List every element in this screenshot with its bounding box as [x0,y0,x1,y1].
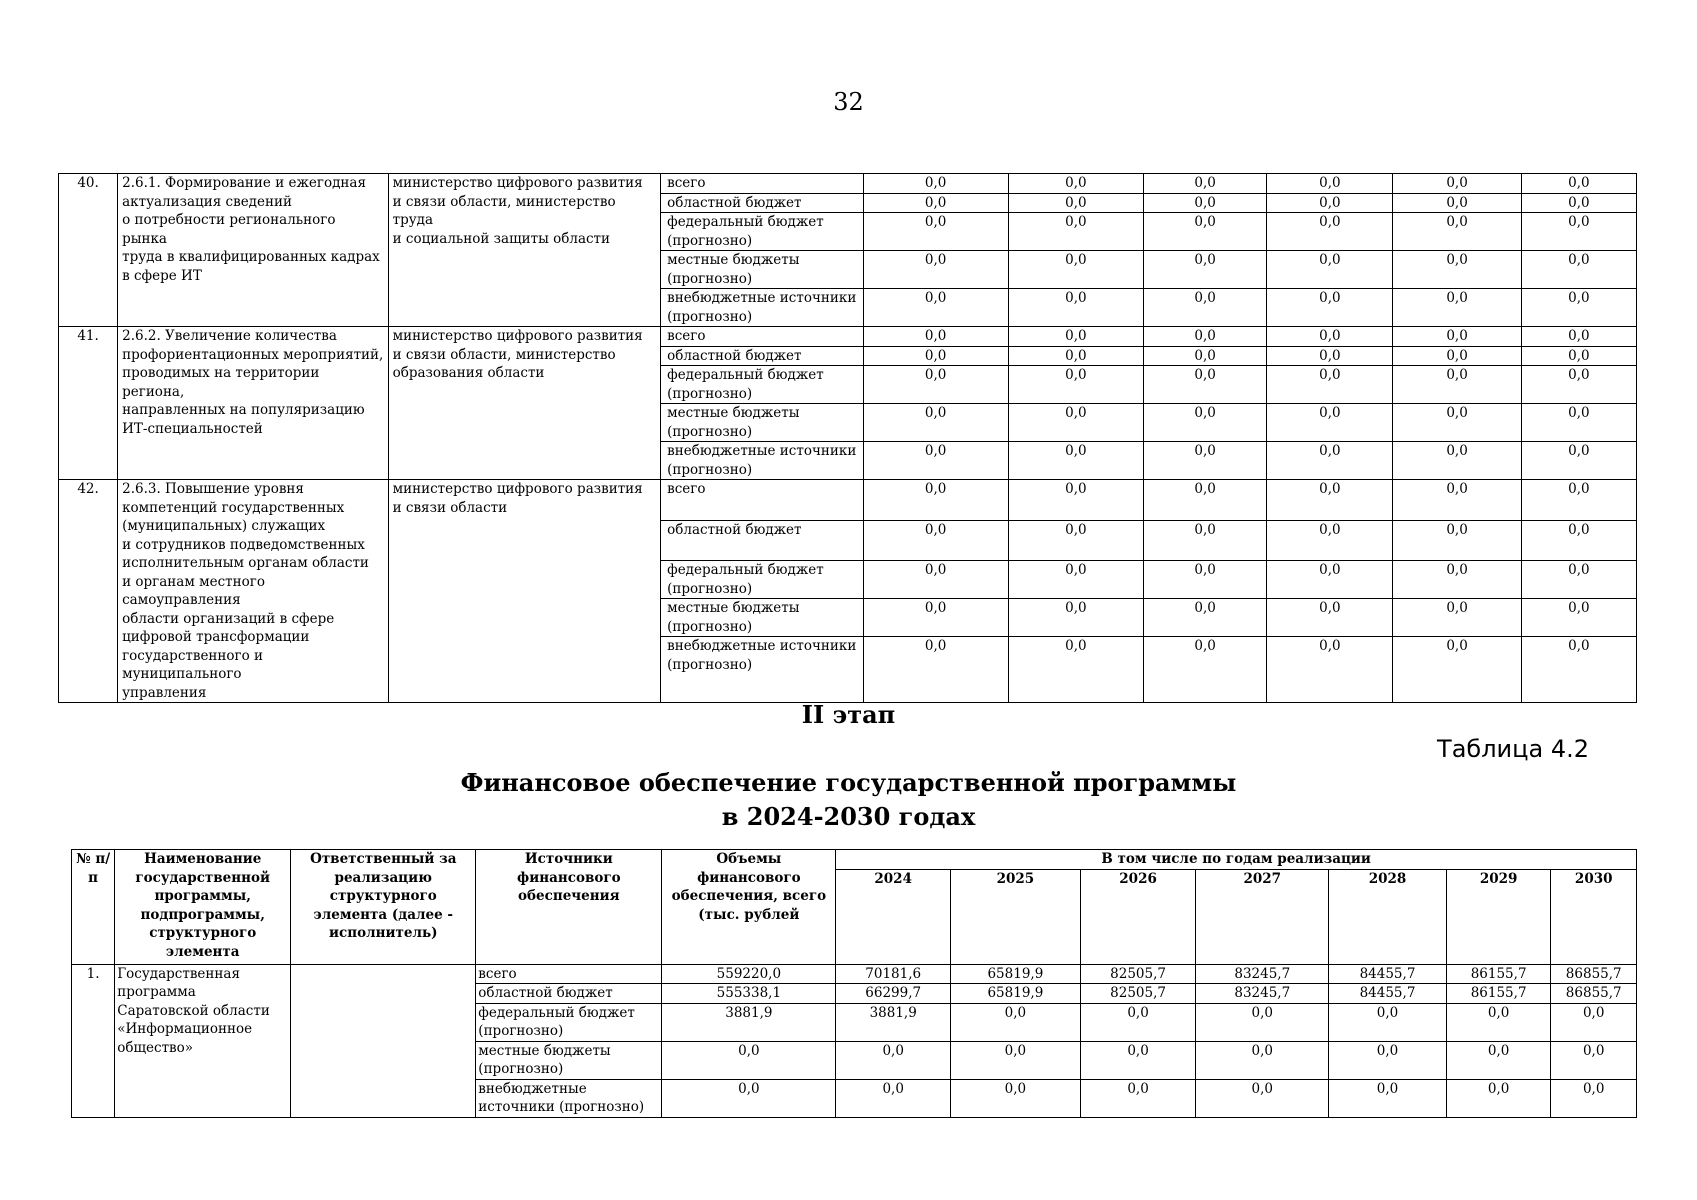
amount-cell: 0,0 [1008,366,1143,404]
amount-cell: 0,0 [863,404,1008,442]
row-number: 42. [59,480,118,703]
header-year: 2028 [1329,869,1447,964]
year-amount: 0,0 [951,1003,1081,1041]
amount-cell: 0,0 [1144,637,1267,703]
table-title [0,766,1697,834]
header-name: Наименование государственной программы, подпрограммы, структурного элемента [115,850,291,965]
funding-source: областной бюджет [661,520,863,561]
total-amount: 0,0 [662,1041,836,1079]
header-year: 2027 [1196,869,1329,964]
amount-cell: 0,0 [863,289,1008,327]
year-amount: 86855,7 [1551,964,1637,984]
amount-cell: 0,0 [1008,174,1143,194]
total-amount: 3881,9 [662,1003,836,1041]
header-by-year: В том числе по годам реализации [836,850,1637,870]
amount-cell: 0,0 [1144,561,1267,599]
funding-source: внебюджетные источники (прогнозно) [661,637,863,703]
amount-cell: 0,0 [863,520,1008,561]
funding-source: федеральный бюджет (прогнозно) [661,213,863,251]
amount-cell: 0,0 [863,366,1008,404]
year-amount: 86855,7 [1551,984,1637,1004]
measure-name-line: области организаций в сфере [122,610,335,627]
year-amount: 65819,9 [951,964,1081,984]
header-total: Объемы финансового обеспечения, всего (тыс. рублей [662,850,836,965]
amount-cell: 0,0 [1267,346,1393,366]
amount-cell: 0,0 [1008,599,1143,637]
amount-cell: 0,0 [1521,174,1636,194]
responsible-line: министерство цифрового развития [392,175,643,191]
amount-cell: 0,0 [1144,442,1267,480]
responsible-line: и связи области, министерство труда [392,193,616,228]
amount-cell: 0,0 [1521,561,1636,599]
header-year: 2025 [951,869,1081,964]
measure-name-line: цифровой трансформации [122,629,310,645]
total-amount: 0,0 [662,1079,836,1117]
amount-cell: 0,0 [1521,404,1636,442]
funding-source: внебюджетные источники (прогнозно) [661,442,863,480]
header-responsible: Ответственный за реализацию структурного элемента (далее - исполнитель) [291,850,476,965]
table-title-line: в 2024-2030 годах [721,802,976,831]
measure-name [118,480,389,703]
amount-cell: 0,0 [1521,599,1636,637]
year-amount: 0,0 [1329,1041,1447,1079]
funding-source: местные бюджеты (прогнозно) [476,1041,662,1079]
measure-name-line: 2.6.1. Формирование и ежегодная [122,175,366,191]
year-amount: 0,0 [1080,1003,1196,1041]
funding-source: всего [661,174,863,194]
year-amount: 86155,7 [1446,964,1551,984]
amount-cell: 0,0 [1521,251,1636,289]
page-number: 32 [833,88,864,116]
amount-cell: 0,0 [1008,480,1143,521]
amount-cell: 0,0 [1521,327,1636,347]
amount-cell: 0,0 [1144,251,1267,289]
funding-source: областной бюджет [476,984,662,1004]
funding-source: областной бюджет [661,193,863,213]
header-year: 2024 [836,869,951,964]
measure-name-line: государственного и муниципального [122,647,264,682]
table-row [72,964,1637,984]
amount-cell: 0,0 [1144,213,1267,251]
measure-name-line: и органам местного самоуправления [122,573,265,608]
amount-cell: 0,0 [1521,637,1636,703]
amount-cell: 0,0 [1008,213,1143,251]
amount-cell: 0,0 [1393,480,1521,521]
table-title-line: Финансовое обеспечение государственной программы [460,768,1237,797]
header-year: 2026 [1080,869,1196,964]
amount-cell: 0,0 [1393,637,1521,703]
funding-source: внебюджетные источники (прогнозно) [661,289,863,327]
measure-name-line: профориентационных мероприятий, [122,346,384,363]
measure-name-line: (муниципальных) служащих [122,518,326,534]
measure-name-line: исполнительным органам области [122,555,369,571]
measure-name-line: труда в квалифицированных кадрах [122,249,380,265]
row-number: 40. [59,174,118,327]
measure-name-line: компетенций государственных [122,499,345,516]
year-amount: 0,0 [1446,1041,1551,1079]
amount-cell: 0,0 [1008,251,1143,289]
funding-source: федеральный бюджет (прогнозно) [661,561,863,599]
amount-cell: 0,0 [1267,520,1393,561]
amount-cell: 0,0 [1144,366,1267,404]
year-amount: 3881,9 [836,1003,951,1041]
amount-cell: 0,0 [1144,520,1267,561]
amount-cell: 0,0 [1144,193,1267,213]
year-amount: 0,0 [1551,1003,1637,1041]
funding-source: всего [661,327,863,347]
amount-cell: 0,0 [1521,289,1636,327]
amount-cell: 0,0 [1144,599,1267,637]
year-amount: 0,0 [1329,1079,1447,1117]
amount-cell: 0,0 [1008,193,1143,213]
header-year: 2030 [1551,869,1637,964]
measure-name-line: в сфере ИТ [122,267,202,284]
amount-cell: 0,0 [1008,346,1143,366]
stage-heading: II этап [801,700,896,729]
responsible-line: образования области [392,365,545,381]
amount-cell: 0,0 [863,480,1008,521]
amount-cell: 0,0 [1393,520,1521,561]
measure-name-line: проводимых на территории региона, [122,365,320,400]
year-amount: 66299,7 [836,984,951,1004]
amount-cell: 0,0 [1008,327,1143,347]
amount-cell: 0,0 [1267,174,1393,194]
measure-name [118,174,389,327]
amount-cell: 0,0 [863,599,1008,637]
amount-cell: 0,0 [1521,442,1636,480]
year-amount: 82505,7 [1080,964,1196,984]
amount-cell: 0,0 [1393,174,1521,194]
funding-source: внебюджетные источники (прогнозно) [476,1079,662,1117]
amount-cell: 0,0 [863,442,1008,480]
amount-cell: 0,0 [1267,442,1393,480]
year-amount: 65819,9 [951,984,1081,1004]
funding-source: областной бюджет [661,346,863,366]
header-num: № п/п [72,850,115,965]
amount-cell: 0,0 [1521,520,1636,561]
year-amount: 70181,6 [836,964,951,984]
amount-cell: 0,0 [1267,213,1393,251]
year-amount: 84455,7 [1329,984,1447,1004]
year-amount: 0,0 [1329,1003,1447,1041]
funding-source: федеральный бюджет (прогнозно) [661,366,863,404]
amount-cell: 0,0 [1521,346,1636,366]
table-row [59,174,1637,194]
funding-source: местные бюджеты (прогнозно) [661,251,863,289]
header-sources: Источники финансового обеспечения [476,850,662,965]
year-amount: 0,0 [951,1079,1081,1117]
measure-name-line: направленных на популяризацию [122,402,365,418]
funding-source: местные бюджеты (прогнозно) [661,599,863,637]
funding-source: всего [476,964,662,984]
amount-cell: 0,0 [1144,327,1267,347]
year-amount: 0,0 [1446,1003,1551,1041]
year-amount: 0,0 [836,1079,951,1117]
amount-cell: 0,0 [1267,366,1393,404]
amount-cell: 0,0 [863,193,1008,213]
funding-source: федеральный бюджет (прогнозно) [476,1003,662,1041]
year-amount: 0,0 [1551,1079,1637,1117]
amount-cell: 0,0 [1144,480,1267,521]
amount-cell: 0,0 [1008,637,1143,703]
amount-cell: 0,0 [1393,442,1521,480]
amount-cell: 0,0 [1393,561,1521,599]
year-amount: 0,0 [1446,1079,1551,1117]
amount-cell: 0,0 [863,561,1008,599]
row-number: 41. [59,327,118,480]
measure-name [118,327,389,480]
measures-table [58,173,1637,703]
amount-cell: 0,0 [1393,289,1521,327]
amount-cell: 0,0 [1267,289,1393,327]
amount-cell: 0,0 [1393,346,1521,366]
responsible-line: и связи области, министерство [392,346,616,363]
amount-cell: 0,0 [1393,366,1521,404]
year-amount: 82505,7 [1080,984,1196,1004]
amount-cell: 0,0 [1393,193,1521,213]
funding-source: всего [661,480,863,521]
year-amount: 0,0 [1196,1041,1329,1079]
amount-cell: 0,0 [1008,442,1143,480]
program-name: Государственная программа Саратовской области «Информационное общество» [115,964,291,1117]
amount-cell: 0,0 [1144,346,1267,366]
row-number: 1. [72,964,115,1117]
amount-cell: 0,0 [1008,404,1143,442]
table-label: Таблица 4.2 [1437,735,1589,763]
amount-cell: 0,0 [1393,213,1521,251]
amount-cell: 0,0 [1267,404,1393,442]
responsible-line: министерство цифрового развития [392,328,643,344]
responsible-line: и связи области [392,499,508,516]
measure-name-line: управления [122,684,207,701]
amount-cell: 0,0 [1393,599,1521,637]
amount-cell: 0,0 [1008,289,1143,327]
responsible-executor [388,327,661,480]
responsible-line: министерство цифрового развития [392,481,643,497]
header-year: 2029 [1446,869,1551,964]
table-row [59,327,1637,347]
year-amount: 0,0 [951,1041,1081,1079]
amount-cell: 0,0 [863,346,1008,366]
year-amount: 0,0 [1080,1079,1196,1117]
amount-cell: 0,0 [1267,480,1393,521]
amount-cell: 0,0 [1393,327,1521,347]
amount-cell: 0,0 [1144,404,1267,442]
year-amount: 83245,7 [1196,984,1329,1004]
amount-cell: 0,0 [1008,561,1143,599]
amount-cell: 0,0 [1267,599,1393,637]
amount-cell: 0,0 [1521,213,1636,251]
amount-cell: 0,0 [1267,193,1393,213]
year-amount: 0,0 [1196,1003,1329,1041]
amount-cell: 0,0 [1267,637,1393,703]
amount-cell: 0,0 [863,637,1008,703]
financing-table [71,849,1637,1118]
measure-name-line: актуализация сведений [122,193,292,210]
funding-source: местные бюджеты (прогнозно) [661,404,863,442]
measure-name-line: 2.6.3. Повышение уровня [122,481,304,497]
measure-name-line: о потребности регионального рынка [122,212,336,247]
total-amount: 559220,0 [662,964,836,984]
measure-name-line: и сотрудников подведомственных [122,536,365,553]
amount-cell: 0,0 [1008,520,1143,561]
measure-name-line: 2.6.2. Увеличение количества [122,328,337,344]
responsible-executor [388,174,661,327]
year-amount: 84455,7 [1329,964,1447,984]
amount-cell: 0,0 [1144,174,1267,194]
amount-cell: 0,0 [863,327,1008,347]
year-amount: 0,0 [836,1041,951,1079]
amount-cell: 0,0 [1267,251,1393,289]
year-amount: 0,0 [1196,1079,1329,1117]
amount-cell: 0,0 [1267,561,1393,599]
amount-cell: 0,0 [1521,366,1636,404]
total-amount: 555338,1 [662,984,836,1004]
amount-cell: 0,0 [863,213,1008,251]
table-row [59,480,1637,521]
amount-cell: 0,0 [1521,193,1636,213]
year-amount: 0,0 [1551,1041,1637,1079]
responsible-executor [291,964,476,1117]
amount-cell: 0,0 [863,174,1008,194]
responsible-executor [388,480,661,703]
amount-cell: 0,0 [1267,327,1393,347]
amount-cell: 0,0 [863,251,1008,289]
year-amount: 83245,7 [1196,964,1329,984]
year-amount: 0,0 [1080,1041,1196,1079]
amount-cell: 0,0 [1393,251,1521,289]
amount-cell: 0,0 [1521,480,1636,521]
responsible-line: и социальной защиты области [392,230,611,247]
measure-name-line: ИТ-специальностей [122,420,263,437]
amount-cell: 0,0 [1144,289,1267,327]
year-amount: 86155,7 [1446,984,1551,1004]
amount-cell: 0,0 [1393,404,1521,442]
